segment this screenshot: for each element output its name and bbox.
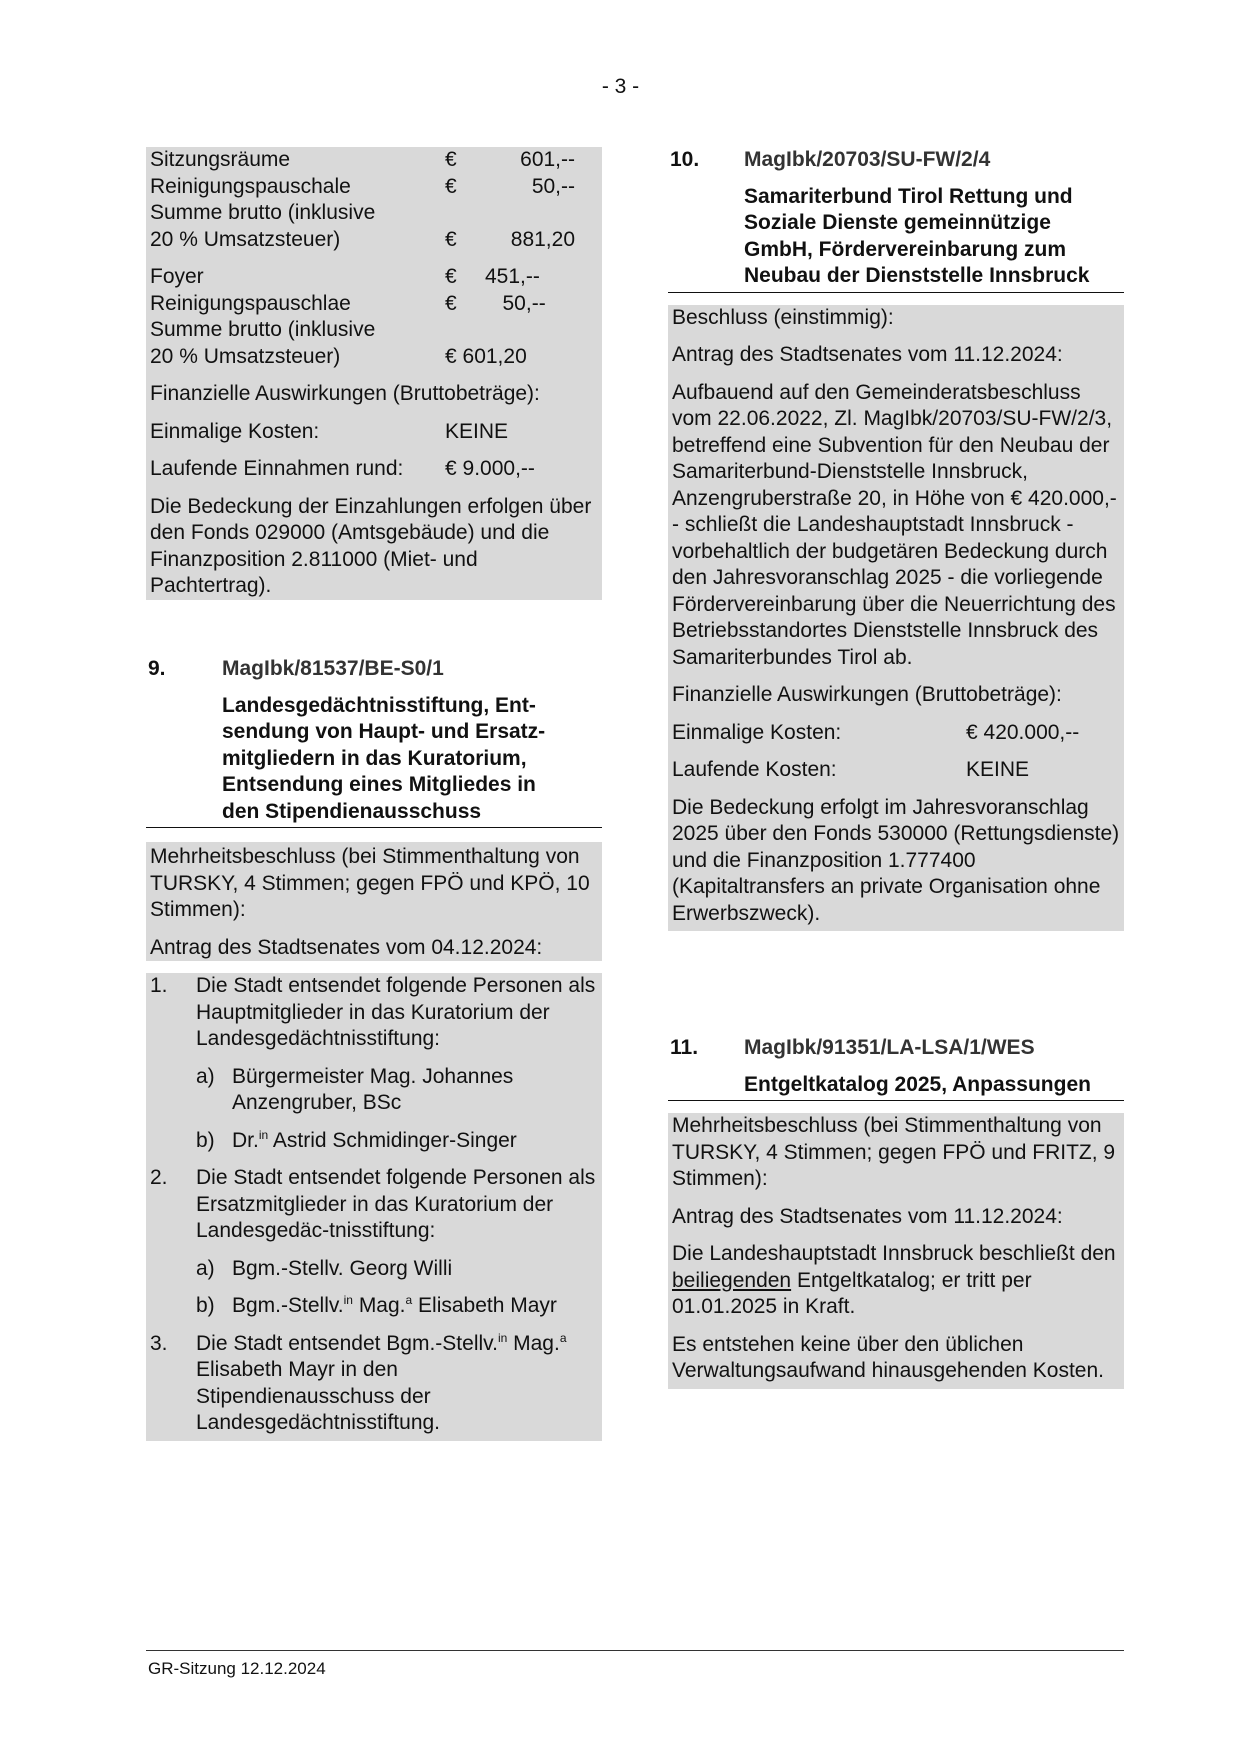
left-column	[146, 147, 602, 600]
list-subitem: a) Bgm.-Stellv. Georg Willi	[196, 1256, 453, 1280]
decision-text: Beschluss (einstimmig):	[672, 305, 894, 329]
list-subitem: b) Dr.$^{in}$ Astrid Schmidinger-Singer	[196, 1127, 517, 1152]
decision-block	[668, 1113, 1124, 1389]
cost-row: 20 % Umsatzsteuer) € 881,20	[150, 227, 575, 251]
coverage-text: Die Bedeckung erfolgt im Jahresvoranschlag 2025 über den Fonds 530000 (Rettungsdienste) und die Finanzposition 1.777400 (Kapitaltransfers an private Organisation ohne Erwerbszweck).	[672, 795, 1120, 925]
body-text: Aufbauend auf den Gemeinderatsbeschluss vom 22.06.2022, Zl. MagIbk/20703/SU-FW/2/3, betreffend eine Subvention für den Neubau der Samariterbund-Dienststelle Innsbruck, Anzengruberstraße 20, in Höhe von € 420.000,-- schließt die Landeshauptstadt Innsbruck - vorbehaltlich der budgetären Bedeckung durch den Jahresvoranschlag 2025 - die vorliegende Fördervereinbarung über die Neuerrichtung des Betriebsstandortes Dienststelle Innsbruck des Samariterbundes Tirol ab.	[672, 380, 1117, 669]
decision-block	[146, 842, 602, 1441]
item-11	[668, 1035, 1124, 1389]
item-heading: 10. MagIbk/20703/SU-FW/2/4	[670, 148, 991, 171]
decision-text: Mehrheitsbeschluss (bei Stimmenthaltung von TURSKY, 4 Stimmen; gegen FPÖ und FRITZ, 9 Stimmen):	[672, 1114, 1116, 1190]
item-9	[146, 656, 602, 1441]
one-time-costs: Einmalige Kosten: KEINE	[150, 419, 509, 443]
running-income: Laufende Einnahmen rund: € 9.000,--	[150, 457, 535, 480]
list-item: 2. Die Stadt entsendet folgende Personen als Ersatzmitglieder in das Kuratorium der Landesgedäc-tnisstiftung:	[150, 1166, 596, 1242]
item-heading: 11. MagIbk/91351/LA-LSA/1/WES	[670, 1036, 1035, 1059]
motion-text: Antrag des Stadtsenates vom 04.12.2024:	[150, 935, 543, 959]
cost-row: Summe brutto (inklusive	[150, 201, 376, 224]
attachment-link[interactable]: beiliegenden	[672, 1268, 792, 1292]
list-subitem: b) Bgm.-Stellv.$^{in}$ Mag.$^a$ Elisabeth Mayr	[196, 1293, 557, 1317]
cost-row: Reinigungspauschale € 50,--	[150, 174, 575, 198]
list-subitem: a) Bürgermeister Mag. Johannes Anzengruber, BSc	[196, 1064, 514, 1114]
motion-text: Antrag des Stadtsenates vom 11.12.2024:	[672, 1204, 1063, 1228]
cost-row: Summe brutto (inklusive	[150, 318, 376, 341]
costs-text: Es entstehen keine über den üblichen Verwaltungsaufwand hinausgehenden Kosten.	[672, 1332, 1104, 1382]
item-heading: 9. MagIbk/81537/BE-S0/1	[148, 657, 444, 680]
cost-block-rooms	[146, 147, 602, 600]
motion-text: Antrag des Stadtsenates vom 11.12.2024:	[672, 343, 1063, 366]
cost-row: Reinigungspauschlae € 50,--	[150, 291, 546, 315]
running-costs: Laufende Kosten: KEINE	[672, 758, 1030, 781]
one-time-costs: Einmalige Kosten: € 420.000,--	[672, 720, 1080, 744]
footer: GR-Sitzung 12.12.2024	[148, 1659, 326, 1678]
item-title: Landesgedächtnisstiftung, Ent- sendung von Haupt- und Ersatz- mitgliedern in das Kuratorium, Entsendung eines Mitgliedes in den Stipendienausschuss	[146, 693, 602, 829]
item-title: Entgeltkatalog 2025, Anpassungen	[668, 1072, 1124, 1102]
item-title: Samariterbund Tirol Rettung und Soziale Dienste gemeinnützige GmbH, Fördervereinbarung zum Neubau der Dienststelle Innsbruck	[668, 184, 1124, 293]
page-number: - 3 -	[601, 75, 640, 98]
fin-header: Finanzielle Auswirkungen (Bruttobeträge):	[150, 382, 540, 405]
coverage-text: Die Bedeckung der Einzahlungen erfolgen über den Fonds 029000 (Amtsgebäude) und die Finanzposition 2.811000 (Miet- und Pachtertrag).	[150, 494, 592, 597]
fin-header: Finanzielle Auswirkungen (Bruttobeträge):	[672, 683, 1062, 706]
cost-row: Sitzungsräume € 601,--	[150, 148, 575, 171]
body-text: Die Landeshauptstadt Innsbruck beschließt den beiliegenden Entgeltkatalog; er tritt per 01.01.2025 in Kraft.	[672, 1242, 1116, 1318]
cost-row: 20 % Umsatzsteuer) € 601,20	[150, 344, 527, 368]
list-item: 3. Die Stadt entsendet Bgm.-Stellv.$^{in}$ Mag.$^a$ Elisabeth Mayr in den Stipendienausschuss der Landesgedächtnisstiftung.	[150, 1330, 567, 1434]
item-10	[668, 147, 1124, 931]
cost-row: Foyer € 451,--	[150, 265, 540, 288]
decision-block	[668, 305, 1124, 932]
decision-text: Mehrheitsbeschluss (bei Stimmenthaltung von TURSKY, 4 Stimmen; gegen FPÖ und KPÖ, 10 Stimmen):	[150, 845, 590, 921]
footer-divider	[146, 1650, 1124, 1651]
list-item: 1. Die Stadt entsendet folgende Personen als Hauptmitglieder in das Kuratorium der Landesgedächtnisstiftung:	[150, 974, 596, 1050]
